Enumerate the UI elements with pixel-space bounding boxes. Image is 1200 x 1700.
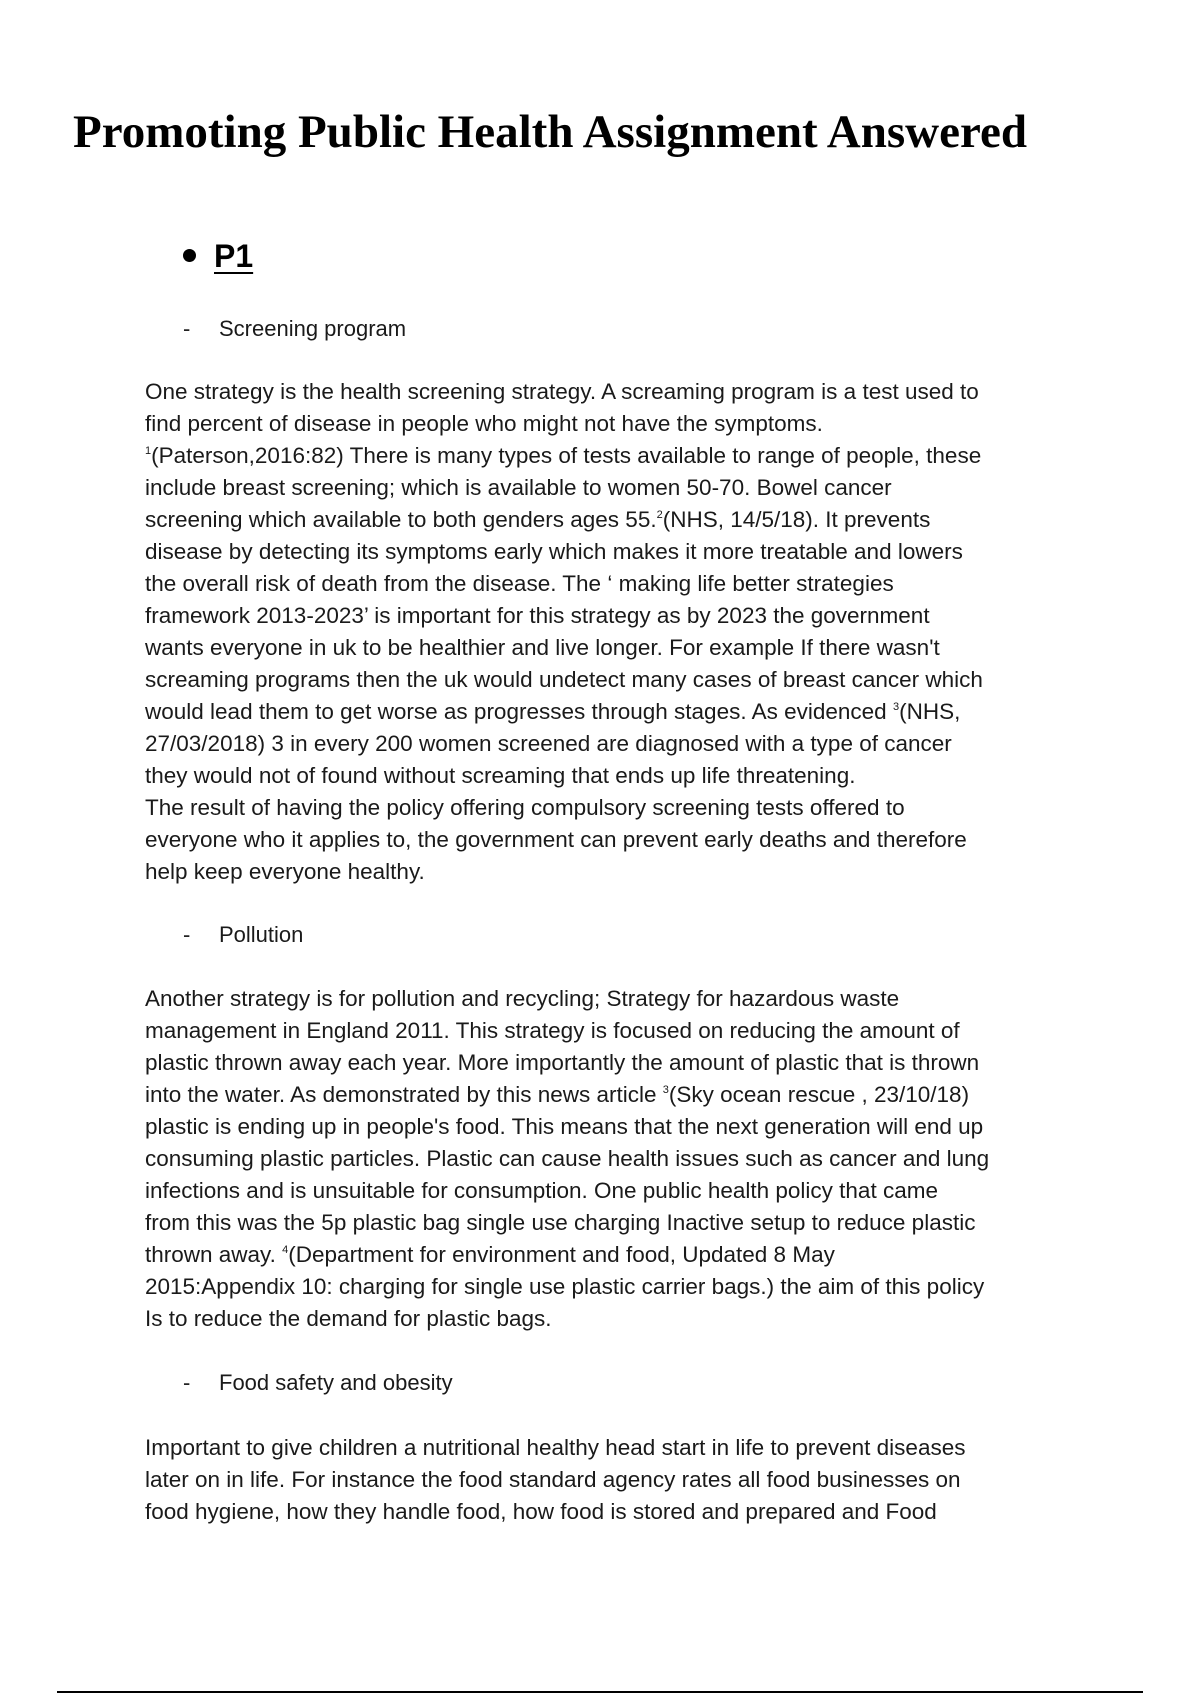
citation-marker: 3 (662, 1084, 669, 1096)
page-bottom-rule (57, 1691, 1143, 1693)
paragraph-line: The result of having the policy offering compulsory screening tests offered to (145, 795, 905, 820)
paragraph-line: they would not of found without screaming that ends up life threatening. (145, 763, 856, 788)
paragraph-pollution (145, 983, 1075, 1335)
dash-bullet: - (183, 316, 191, 341)
dash-bullet: - (183, 1370, 191, 1395)
paragraph-line: screaming programs then the uk would undetect many cases of breast cancer which (145, 667, 983, 692)
paragraph-line: the overall risk of death from the disease. The ‘ making life better strategies (145, 571, 894, 596)
paragraph-line: help keep everyone healthy. (145, 859, 425, 884)
paragraph-line: wants everyone in uk to be healthier and live longer. For example If there wasn't (145, 635, 940, 660)
paragraph-line: everyone who it applies to, the government can prevent early deaths and therefore (145, 827, 967, 852)
paragraph-line: management in England 2011. This strategy is focused on reducing the amount of (145, 1018, 960, 1043)
paragraph-line: food hygiene, how they handle food, how food is stored and prepared and Food (145, 1499, 937, 1524)
subsection-label: Pollution (219, 922, 304, 947)
paragraph-line: find percent of disease in people who might not have the symptoms. (145, 411, 823, 436)
paragraph-food-safety-obesity (145, 1432, 1075, 1528)
citation-marker: 1 (145, 445, 152, 457)
paragraph-line: framework 2013-2023’ is important for this strategy as by 2023 the government (145, 603, 930, 628)
subsection-food-safety-obesity (183, 1368, 453, 1398)
dash-bullet: - (183, 922, 191, 947)
paragraph-line: would lead them to get worse as progresses through stages. As evidenced $^3$(NHS, (145, 699, 961, 724)
paragraph-line: 2015:Appendix 10: charging for single use plastic carrier bags.) the aim of this policy (145, 1274, 985, 1299)
subsection-label: Food safety and obesity (219, 1370, 453, 1395)
paragraph-line: include breast screening; which is available to women 50-70. Bowel cancer (145, 475, 892, 500)
paragraph-line: Another strategy is for pollution and recycling; Strategy for hazardous waste (145, 986, 900, 1011)
paragraph-line: infections and is unsuitable for consumption. One public health policy that came (145, 1178, 938, 1203)
paragraph-line: screening which available to both genders ages 55.$^2$(NHS, 14/5/18). It prevents (145, 507, 931, 532)
paragraph-line: into the water. As demonstrated by this news article $^3$(Sky ocean rescue , 23/10/18) (145, 1082, 970, 1107)
paragraph-line: plastic thrown away each year. More importantly the amount of plastic that is thrown (145, 1050, 980, 1075)
paragraph-line: disease by detecting its symptoms early which makes it more treatable and lowers (145, 539, 963, 564)
paragraph-line: later on in life. For instance the food standard agency rates all food businesses on (145, 1467, 961, 1492)
paragraph-line: 27/03/2018) 3 in every 200 women screened are diagnosed with a type of cancer (145, 731, 952, 756)
paragraph-line: Is to reduce the demand for plastic bags. (145, 1306, 552, 1331)
section-heading-label: P1 (214, 238, 254, 274)
bullet-icon (183, 249, 196, 262)
paragraph-line: $^1$(Paterson,2016:82) There is many types of tests available to range of people, these (145, 443, 982, 468)
subsection-pollution (183, 920, 303, 950)
citation-marker: 2 (656, 509, 663, 521)
paragraph-line: Important to give children a nutritional healthy head start in life to prevent diseases (145, 1435, 966, 1460)
subsection-label: Screening program (219, 316, 407, 341)
paragraph-line: from this was the 5p plastic bag single use charging Inactive setup to reduce plastic (145, 1210, 976, 1235)
page-title: Promoting Public Health Assignment Answered (73, 106, 1027, 158)
paragraph-screening-program (145, 376, 1075, 888)
citation-marker: 3 (892, 701, 900, 713)
section-heading-p1 (183, 236, 253, 276)
citation-marker: 4 (282, 1244, 289, 1256)
paragraph-line: thrown away. $^4$(Department for environment and food, Updated 8 May (145, 1242, 835, 1267)
paragraph-line: consuming plastic particles. Plastic can cause health issues such as cancer and lung (145, 1146, 990, 1171)
subsection-screening-program (183, 314, 406, 344)
paragraph-line: plastic is ending up in people's food. This means that the next generation will end up (145, 1114, 984, 1139)
paragraph-line: One strategy is the health screening strategy. A screaming program is a test used to (145, 379, 979, 404)
